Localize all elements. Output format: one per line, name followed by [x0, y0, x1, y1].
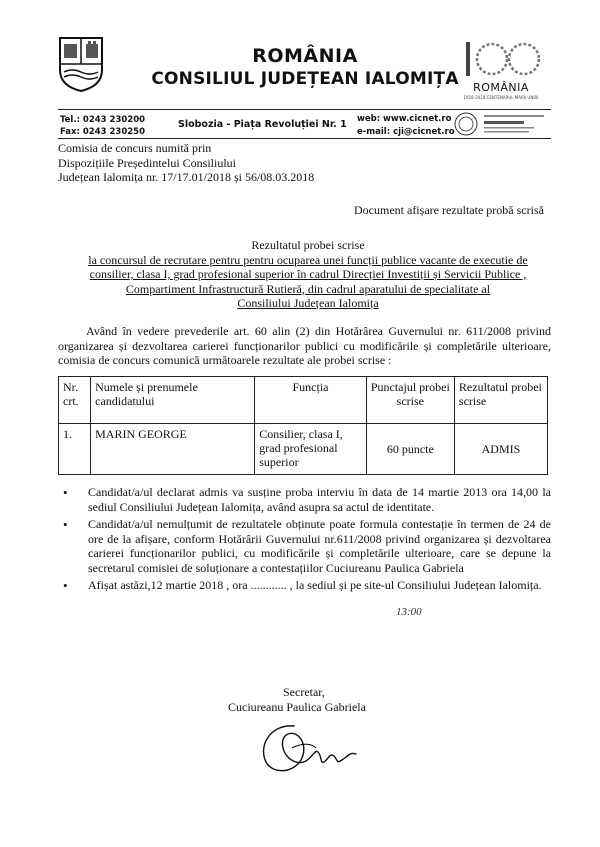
header-bottom-divider [58, 138, 551, 139]
contact-web: web: www.cicnet.ro [357, 114, 452, 124]
committee-line: Județean Ialomița nr. 17/17.01/2018 și 56/08.03.2018 [58, 170, 315, 184]
table-cell: 60 puncte [366, 424, 454, 475]
table-row [59, 424, 548, 475]
list-item: • Candidat/a/ul declarat admis va susține proba interviu în data de 14 martie 2013 ora 14,00 la sediul Consiliului Județean Ialomița, având asupra sa actul de identitate. [58, 485, 551, 514]
logo-tagline: 1918-2018 CENTENARUL MARII UNIRI [463, 95, 539, 100]
contact-address: Slobozia - Piața Revoluției Nr. 1 [178, 119, 347, 130]
table-header-cell: Nr. crt. [59, 377, 91, 424]
committee-block [58, 141, 314, 185]
notes-list [58, 485, 551, 596]
intro-paragraph: Având în vedere prevederile art. 60 alin (2) din Hotărârea Guvernului nr. 611/2008 privind organizarea și dezvoltarea carierei funcționarilor publici cu modificările și completările ulterioare, comisia de concurs comunică următoarele rezultate ale probei scrise : [58, 324, 551, 367]
coat-of-arms-icon [58, 36, 104, 92]
header-title-council: CONSILIUL JUDEȚEAN IALOMIȚA [151, 69, 459, 89]
table-header-cell: Numele și prenumele candidatului [91, 377, 255, 424]
table-cell: MARIN GEORGE [91, 424, 255, 475]
contact-email: e-mail: cji@cicnet.ro [357, 127, 455, 137]
certification-seal-icon [450, 111, 550, 137]
contact-fax: Fax: 0243 230250 [60, 127, 145, 137]
heading-line: Compartiment Infrastructură Rutieră, din cadrul aparatului de specialitate al [125, 281, 491, 296]
table-header-cell: Rezultatul probei scrise [454, 377, 547, 424]
secretary-title: Secretar, [283, 685, 325, 699]
heading-line: la concursul de recrutare pentru pentru ocuparea unei funcții publice vacante de executie de [88, 252, 528, 267]
heading-title: Rezultatul probei scrise [251, 238, 365, 252]
list-item: • Candidat/a/ul nemulțumit de rezultatele obținute poate formula contestație în termen de 24 de ore de la afișare, conform Hotărârii Guvernului nr.611/2008 privind organizarea și dezvoltarea carierei funcționarilor publici, cu modificările și completările ulterioare, care se depune la secretarul comisiei de soluționare a contestațiilor Cuciureanu Paulica Gabriela [58, 517, 551, 575]
committee-line: Dispozițiile Președintelui Consiliului [58, 155, 236, 170]
logo-wordmark: ROMÂNIA [473, 81, 529, 94]
secretary-name: Cuciureanu Paulica Gabriela [228, 700, 366, 714]
results-heading [78, 238, 538, 311]
table-header-cell: Funcția [255, 377, 366, 424]
heading-line: consilier, clasa I, grad profesional superior în cadrul Direcției Investiții și Servicii Publice , [89, 267, 527, 281]
header-divider [58, 109, 551, 110]
table-header-cell: Punctajul probei scrise [366, 377, 454, 424]
document-type-label: Document afișare rezultate probă scrisă [354, 203, 544, 217]
table-cell: Consilier, clasa I, grad profesional superior [255, 424, 366, 475]
results-table [58, 376, 548, 475]
header-title-country: ROMÂNIA [252, 45, 358, 67]
table-header-row [59, 377, 548, 424]
table-cell: ADMIS [454, 424, 547, 475]
handwritten-signature [252, 718, 367, 780]
committee-line: Comisia de concurs numită prin [58, 141, 212, 155]
heading-line: Consiliului Județean Ialomița [237, 296, 379, 310]
list-item: • Afișat astăzi,12 martie 2018 , ora ............ , la sediul și pe site-ul Consiliului Județean Ialomița. [58, 578, 551, 593]
handwritten-time: 13:00 [396, 606, 422, 618]
table-cell: 1. [59, 424, 91, 475]
contact-phone: Tel.: 0243 230200 [60, 115, 146, 125]
